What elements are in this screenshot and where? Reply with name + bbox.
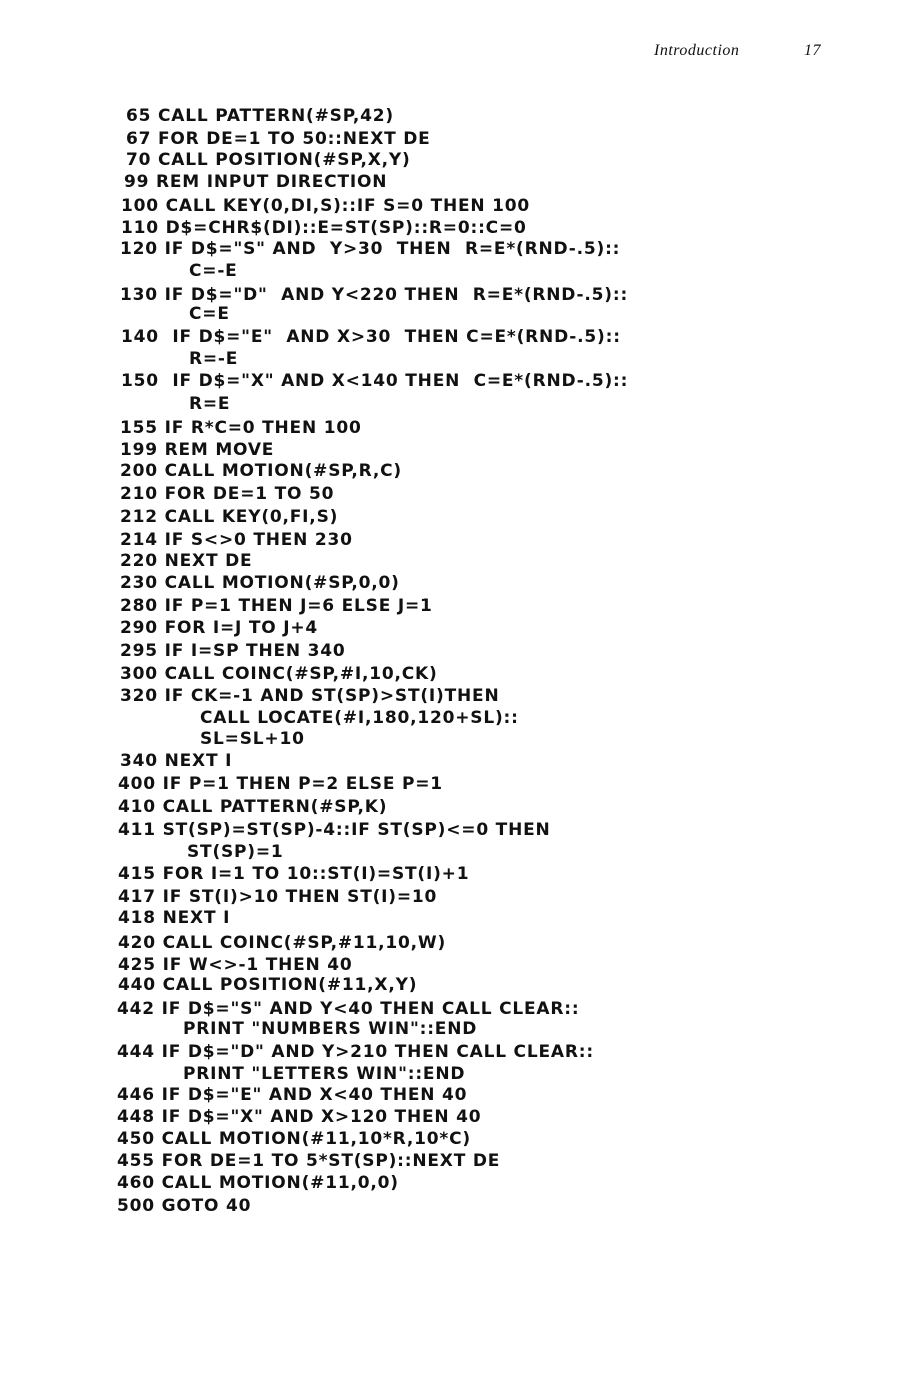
code-line-continuation: C=-E: [189, 261, 238, 281]
code-line: 400 IF P=1 THEN P=2 ELSE P=1: [118, 774, 443, 794]
code-line-continuation: SL=SL+10: [200, 729, 305, 749]
code-line: 220 NEXT DE: [120, 551, 253, 571]
code-line: 99 REM INPUT DIRECTION: [124, 172, 388, 192]
code-line-continuation: C=E: [189, 304, 230, 324]
code-line: 199 REM MOVE: [120, 440, 275, 460]
code-line: 65 CALL PATTERN(#SP,42): [126, 106, 394, 126]
code-line: 410 CALL PATTERN(#SP,K): [118, 797, 388, 817]
code-line: 212 CALL KEY(0,FI,S): [120, 507, 339, 527]
page-number: 17: [804, 42, 821, 59]
code-line: 418 NEXT I: [118, 908, 231, 928]
code-line: 448 IF D$="X" AND X>120 THEN 40: [117, 1107, 482, 1127]
code-line-continuation: CALL LOCATE(#I,180,120+SL)::: [200, 708, 519, 728]
code-line: 130 IF D$="D" AND Y<220 THEN R=E*(RND-.5)::: [120, 285, 629, 305]
code-line: 425 IF W<>-1 THEN 40: [118, 955, 353, 975]
code-line-continuation: PRINT "LETTERS WIN"::END: [183, 1064, 466, 1084]
code-line: 500 GOTO 40: [117, 1196, 252, 1216]
code-line: 210 FOR DE=1 TO 50: [120, 484, 335, 504]
code-line: 155 IF R*C=0 THEN 100: [120, 418, 362, 438]
code-line: 300 CALL COINC(#SP,#I,10,CK): [120, 664, 438, 684]
code-line: 67 FOR DE=1 TO 50::NEXT DE: [126, 129, 431, 149]
code-line: 230 CALL MOTION(#SP,0,0): [120, 573, 400, 593]
code-line: 70 CALL POSITION(#SP,X,Y): [126, 150, 411, 170]
code-line: 110 D$=CHR$(DI)::E=ST(SP)::R=0::C=0: [121, 218, 527, 238]
code-line: 442 IF D$="S" AND Y<40 THEN CALL CLEAR::: [117, 999, 580, 1019]
code-line: 290 FOR I=J TO J+4: [120, 618, 319, 638]
code-line-continuation: R=-E: [189, 349, 239, 369]
code-line: 411 ST(SP)=ST(SP)-4::IF ST(SP)<=0 THEN: [118, 820, 551, 840]
code-line: 444 IF D$="D" AND Y>210 THEN CALL CLEAR::: [117, 1042, 594, 1062]
code-line: 417 IF ST(I)>10 THEN ST(I)=10: [118, 887, 438, 907]
code-line-continuation: PRINT "NUMBERS WIN"::END: [183, 1019, 478, 1039]
code-line: 420 CALL COINC(#SP,#11,10,W): [118, 933, 447, 953]
code-line: 200 CALL MOTION(#SP,R,C): [120, 461, 402, 481]
code-line: 340 NEXT I: [120, 751, 233, 771]
code-line: 440 CALL POSITION(#11,X,Y): [118, 975, 418, 995]
code-line: 415 FOR I=1 TO 10::ST(I)=ST(I)+1: [118, 864, 470, 884]
code-line: 455 FOR DE=1 TO 5*ST(SP)::NEXT DE: [117, 1151, 501, 1171]
code-line: 214 IF S<>0 THEN 230: [120, 530, 353, 550]
code-line: 120 IF D$="S" AND Y>30 THEN R=E*(RND-.5)::: [120, 239, 621, 259]
code-line: 140 IF D$="E" AND X>30 THEN C=E*(RND-.5)::: [121, 327, 621, 347]
code-line: 460 CALL MOTION(#11,0,0): [117, 1173, 399, 1193]
code-line: 280 IF P=1 THEN J=6 ELSE J=1: [120, 596, 433, 616]
code-line: 450 CALL MOTION(#11,10*R,10*C): [117, 1129, 471, 1149]
code-line: 100 CALL KEY(0,DI,S)::IF S=0 THEN 100: [121, 196, 531, 216]
code-line: 295 IF I=SP THEN 340: [120, 641, 346, 661]
code-line-continuation: ST(SP)=1: [187, 842, 284, 862]
code-line-continuation: R=E: [189, 394, 231, 414]
code-line: 446 IF D$="E" AND X<40 THEN 40: [117, 1085, 468, 1105]
code-line: 320 IF CK=-1 AND ST(SP)>ST(I)THEN: [120, 686, 500, 706]
running-head-title: Introduction: [654, 42, 740, 59]
code-line: 150 IF D$="X" AND X<140 THEN C=E*(RND-.5)::: [121, 371, 629, 391]
